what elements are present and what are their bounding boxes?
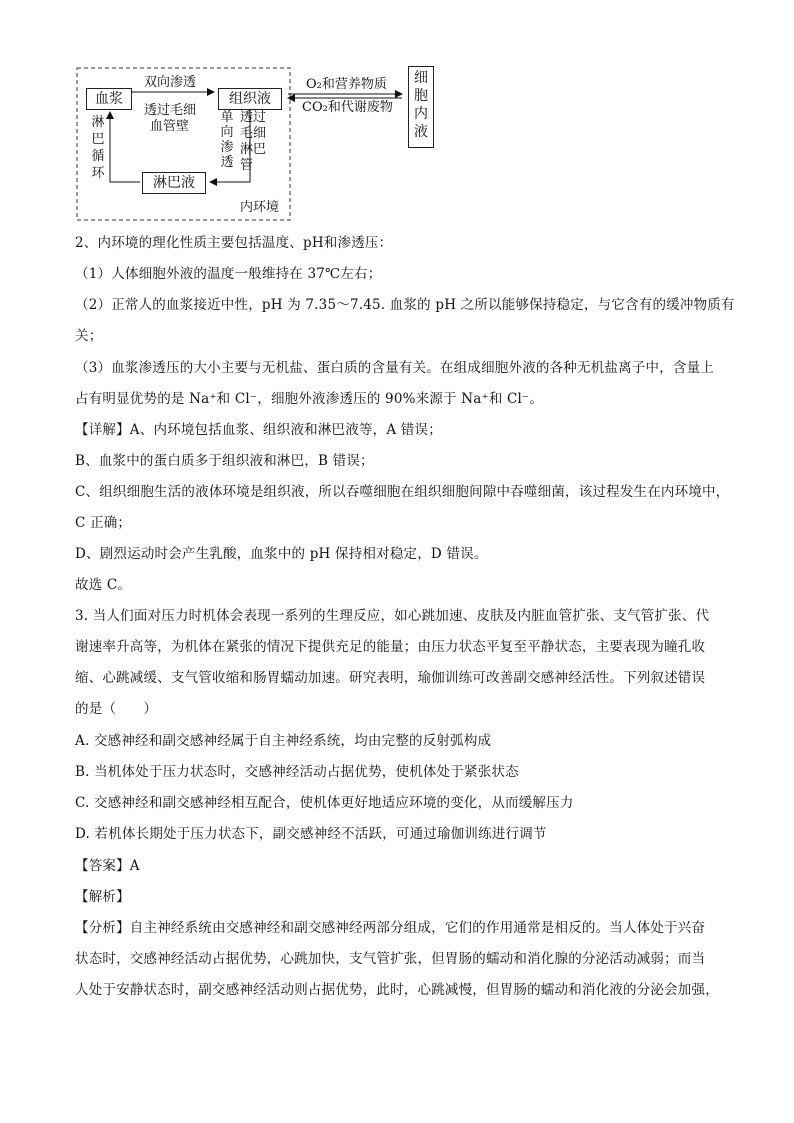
option-a: A. 交感神经和副交感神经属于自主神经系统，均由完整的反射弧构成 <box>75 733 492 749</box>
text-line: 谢速率升高等，为机体在紧张的情况下提供充足的能量；由压力状态平复至平静状态，主要表现为瞳孔收 <box>75 639 706 655</box>
text-line: （3）血浆渗透压的大小主要与无机盐、蛋白质的含量有关。在组成细胞外液的各种无机盐离子中，含量上 <box>75 360 714 376</box>
text-line: 【分析】自主神经系统由交感神经和副交感神经两部分组成，它们的作用通常是相反的。当人体处于兴奋 <box>75 920 706 936</box>
plasma-box: 血浆 <box>86 88 132 110</box>
text-line: C 正确； <box>75 515 132 531</box>
text-line: 缩、心跳减缓、支气管收缩和肠胃蠕动加速。研究表明，瑜伽训练可改善副交感神经活性。下列叙述错误 <box>75 670 706 686</box>
text-line: （2）正常人的血浆接近中性，pH 为 7.35～7.45. 血浆的 pH 之所以能够保持稳定，与它含有的缓冲物质有 <box>75 297 735 313</box>
one-way-label: 单向渗透 <box>220 110 234 170</box>
co2-label: CO₂和代谢废物 <box>302 100 393 115</box>
bidirectional-label: 双向渗透 <box>144 75 197 90</box>
text-line: C、组织细胞生活的液体环境是组织液，所以吞噬细胞在组织细胞间隙中吞噬细菌，该过程发生在内环境中， <box>75 484 730 500</box>
text-line: D、剧烈运动时会产生乳酸，血浆中的 pH 保持相对稳定，D 错误。 <box>75 546 488 562</box>
text-line: 状态时，交感神经活动占据优势，心跳加快，支气管扩张，但胃肠的蠕动和消化腺的分泌活动减弱；而当 <box>75 951 706 967</box>
text-line: （1）人体细胞外液的温度一般维持在 37℃左右； <box>75 266 382 282</box>
through-lymph-label: 透过毛细淋巴管 <box>240 110 267 173</box>
o2-label: O₂和营养物质 <box>306 77 387 92</box>
text-line: 占有明显优势的是 Na⁺和 Cl⁻，细胞外液渗透压的 90%来源于 Na⁺和 Cl⁻。 <box>75 391 544 407</box>
tissue-fluid-box: 组织液 <box>218 88 282 110</box>
option-d: D. 若机体长期处于压力状态下，副交感神经不活跃，可通过瑜伽训练进行调节 <box>75 826 547 842</box>
option-c: C. 交感神经和副交感神经相互配合，使机体更好地适应环境的变化，从而缓解压力 <box>75 795 574 811</box>
text-line: 故选 C。 <box>75 577 132 593</box>
text-line: B、血浆中的蛋白质多于组织液和淋巴，B 错误； <box>75 453 374 469</box>
option-b: B. 当机体处于压力状态时，交感神经活动占据优势，使机体处于紧张状态 <box>75 764 519 780</box>
capillary-label-2: 血管壁 <box>150 119 190 134</box>
text-line: 【详解】A、内环境包括血浆、组织液和淋巴液等，A 错误； <box>75 422 442 438</box>
text-line: 3. 当人们面对压力时机体会表现一系列的生理反应，如心跳加速、皮肤及内脏血管扩张、支气管扩张、代 <box>75 608 710 624</box>
text-line: 人处于安静状态时，副交感神经活动则占据优势，此时，心跳减慢，但胃肠的蠕动和消化液的分泌会加强， <box>75 982 719 998</box>
text-line: 关； <box>75 328 103 344</box>
capillary-label-1: 透过毛细 <box>144 103 197 118</box>
internal-environment-diagram <box>70 60 450 225</box>
answer-line: 【答案】A <box>75 858 140 874</box>
lymph-circulation-label: 淋巴循环 <box>91 115 105 181</box>
cell-fluid-box: 细胞内液 <box>408 66 434 148</box>
lymph-box: 淋巴液 <box>142 172 206 194</box>
text-line: 2、内环境的理化性质主要包括温度、pH和渗透压： <box>75 235 393 251</box>
internal-env-label: 内环境 <box>240 200 280 215</box>
analysis-heading: 【解析】 <box>75 889 130 905</box>
text-line: 的是（ ） <box>75 701 158 717</box>
